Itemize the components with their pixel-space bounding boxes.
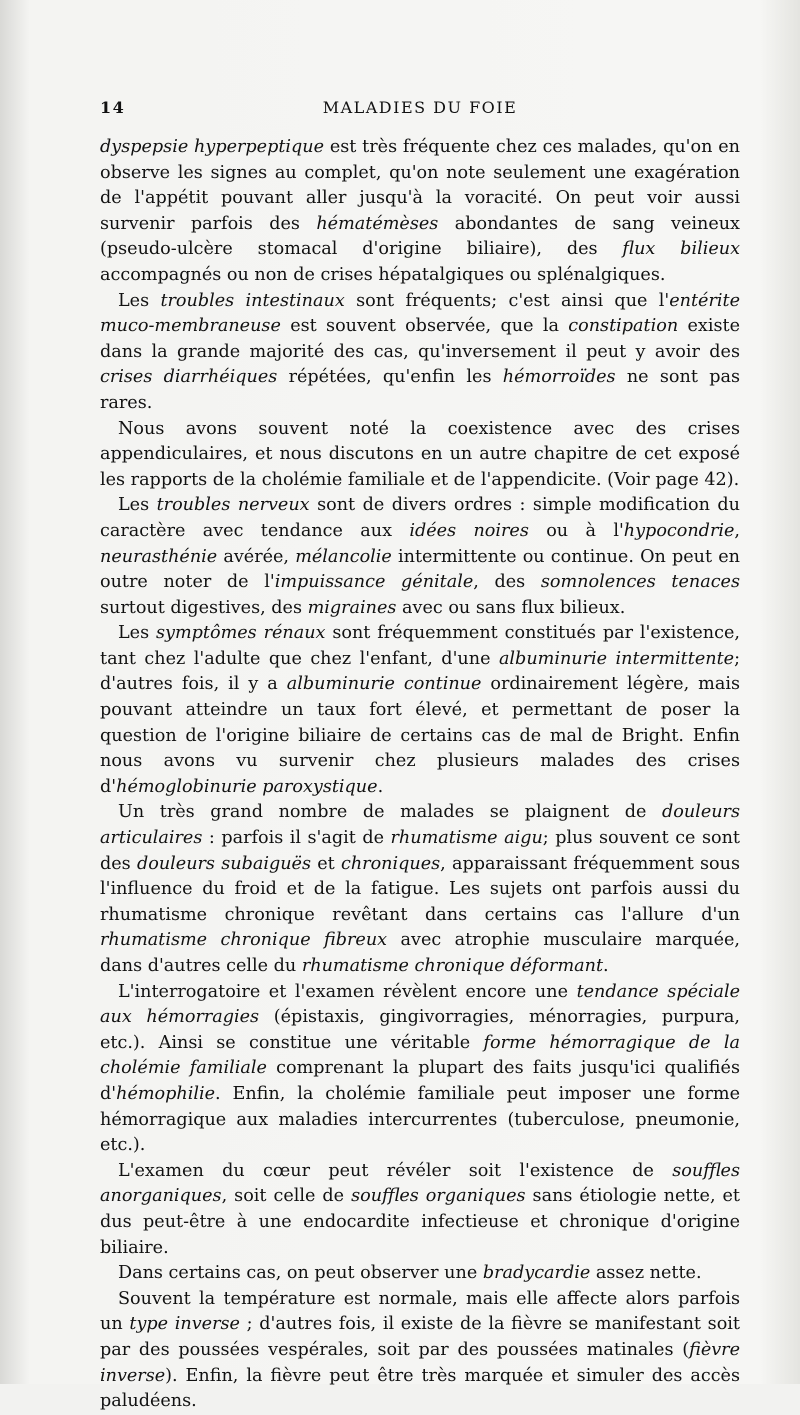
text-run: répétées, qu'enfin les bbox=[277, 367, 503, 388]
text-run: surtout digestives, des bbox=[100, 597, 308, 618]
text-run: Les bbox=[118, 495, 157, 516]
italic-term: troubles intestinaux bbox=[160, 290, 345, 311]
paragraph bbox=[100, 621, 740, 800]
text-run: abondantes de sang veineux (pseudo-ulcère stomacal d'origine biliaire), des bbox=[100, 213, 740, 260]
running-title: MALADIES DU FOIE bbox=[322, 98, 518, 117]
paragraph bbox=[100, 417, 740, 494]
paragraph bbox=[100, 1159, 740, 1261]
italic-term: dyspepsie hyperpeptique bbox=[100, 137, 325, 157]
italic-term: hémorroïdes bbox=[502, 367, 616, 388]
italic-term: douleurs articulaires bbox=[100, 802, 740, 849]
text-run: avec ou sans flux bilieux. bbox=[396, 597, 626, 618]
text-run: ). Enfin, la fièvre peut être très marquée et simuler des accès paludéens. bbox=[100, 1365, 740, 1412]
italic-term: idées noires bbox=[409, 520, 529, 541]
paragraph bbox=[100, 980, 740, 1159]
paragraph bbox=[100, 1261, 740, 1287]
text-run: , bbox=[734, 520, 740, 541]
text-run: . Enfin, la cholémie familiale peut imposer une forme hémorragique aux maladies intercurrentes (tuberculose, pneumonie, etc.). bbox=[100, 1083, 740, 1156]
text-run: Souvent la température est normale, mais elle affecte alors parfois un bbox=[100, 1288, 740, 1335]
italic-term: rhumatisme aigu bbox=[390, 828, 543, 849]
italic-term: forme hémorragique de la cholémie familiale bbox=[100, 1032, 740, 1079]
paragraph bbox=[100, 800, 740, 979]
text-run: ; d'autres fois, il existe de la fièvre se manifestant soit par des poussées vespérales, soit par des poussées matinales ( bbox=[100, 1314, 740, 1360]
text-run: Les bbox=[118, 290, 161, 311]
text-run: Nous avons souvent noté la coexistence avec des crises appendiculaires, et nous discutons en un autre chapitre de cet exposé les rapports de la cholémie familiale et de l'appendicite. (Voir page 42). bbox=[100, 418, 740, 490]
italic-term: tendance spéciale aux hémorragies bbox=[100, 981, 741, 1028]
text-run: assez nette. bbox=[590, 1263, 702, 1284]
italic-term: souffles organiques bbox=[351, 1186, 526, 1207]
italic-term: rhumatisme chronique fibreux bbox=[100, 930, 388, 951]
italic-term: hypocondrie bbox=[623, 520, 735, 541]
paragraph bbox=[100, 135, 740, 289]
italic-term: impuissance génitale bbox=[274, 572, 474, 593]
italic-term: mélancolie bbox=[295, 546, 392, 567]
italic-term: type inverse bbox=[129, 1314, 240, 1335]
text-run: et bbox=[311, 853, 341, 874]
text-run: , des bbox=[473, 572, 541, 593]
text-run: (épistaxis, gingivorragies, ménorragies, purpura, etc.). Ainsi se constitue une véritable bbox=[100, 1007, 740, 1053]
text-run: Un très grand nombre de malades se plaignent de bbox=[118, 802, 662, 823]
paragraph bbox=[100, 289, 740, 417]
text-run: avérée, bbox=[217, 546, 296, 567]
text-run: . bbox=[377, 776, 384, 797]
page-number: 14 bbox=[100, 98, 126, 117]
italic-term: flux bilieux bbox=[622, 239, 740, 260]
italic-term: symptômes rénaux bbox=[156, 623, 326, 644]
text-run: ; d'autres fois, il y a bbox=[100, 648, 740, 695]
text-run: ne sont pas rares. bbox=[100, 367, 740, 413]
italic-term: albuminurie continue bbox=[286, 674, 482, 695]
italic-term: entérite muco-membraneuse bbox=[100, 290, 740, 337]
italic-term: rhumatisme chronique déformant bbox=[301, 956, 604, 976]
running-header bbox=[100, 98, 740, 122]
italic-term: hématémèses bbox=[316, 213, 439, 234]
text-run: ; plus souvent ce sont des bbox=[100, 828, 740, 874]
italic-term: migraines bbox=[307, 597, 397, 618]
text-run: Les bbox=[118, 623, 156, 644]
text-run: est souvent observée, que la bbox=[280, 316, 569, 337]
text-run: sans étiologie nette, et dus peut-être à une endocardite infectieuse et chronique d'origine biliaire. bbox=[100, 1186, 741, 1258]
text-run: sont fréquents; c'est ainsi que l' bbox=[344, 290, 670, 311]
text-run: existe dans la grande majorité des cas, qu'inversement il peut y avoir des bbox=[100, 316, 740, 362]
paragraph bbox=[100, 493, 740, 621]
text-run: accompagnés ou non de crises hépatalgiques ou splénalgiques. bbox=[100, 264, 666, 285]
text-run: sont de divers ordres : simple modification du caractère avec tendance aux bbox=[100, 495, 740, 541]
text-run: ordinairement légère, mais pouvant atteindre un taux fort élevé, et permettant de poser la question de l'origine biliaire de certains cas de mal de Bright. Enfin nous avons vu survenir chez plusieurs malades des crises d' bbox=[100, 674, 740, 797]
italic-term: hémoglobinurie paroxystique bbox=[116, 776, 378, 797]
text-run: , soit celle de bbox=[221, 1186, 352, 1207]
text-run: ou à l' bbox=[528, 520, 624, 541]
text-run: Dans certains cas, on peut observer une bbox=[118, 1263, 483, 1284]
italic-term: douleurs subaiguës bbox=[136, 853, 311, 874]
paragraph bbox=[100, 1287, 740, 1415]
text-run: L'examen du cœur peut révéler soit l'existence de bbox=[118, 1160, 673, 1181]
italic-term: fièvre inverse bbox=[100, 1339, 740, 1386]
italic-term: somnolences tenaces bbox=[540, 572, 740, 593]
italic-term: bradycardie bbox=[482, 1263, 591, 1284]
text-run: , apparaissant fréquemment sous l'influence du froid et de la fatigue. Les sujets ont parfois aussi du rhumatisme chronique revêtant dans certains cas l'allure d'un bbox=[100, 853, 740, 925]
body-text bbox=[100, 135, 740, 1415]
text-run: avec atrophie musculaire marquée, dans d'autres celle du bbox=[100, 930, 740, 976]
italic-term: troubles nerveux bbox=[156, 495, 310, 516]
italic-term: chroniques bbox=[340, 853, 441, 874]
italic-term: crises diarrhéiques bbox=[100, 367, 278, 388]
text-run: est très fréquente chez ces malades, qu'on en observe les signes au complet, qu'on note seulement une exagération de l'appétit pouvant aller jusqu'à la voracité. On peut voir aussi survenir parfois des bbox=[100, 137, 740, 234]
italic-term: hémophilie bbox=[116, 1083, 216, 1104]
text-run: . bbox=[603, 956, 609, 976]
italic-term: albuminurie intermittente bbox=[498, 648, 735, 669]
text-run: intermittente ou continue. On peut en outre noter de l' bbox=[100, 546, 740, 593]
text-run: comprenant la plupart des faits jusqu'ici qualifiés d' bbox=[100, 1058, 740, 1104]
text-run: sont fréquemment constitués par l'existence, tant chez l'adulte que chez l'enfant, d'une bbox=[100, 623, 740, 669]
text-run: : parfois il s'agit de bbox=[202, 828, 391, 849]
italic-term: constipation bbox=[568, 316, 679, 337]
italic-term: souffles anorganiques bbox=[100, 1160, 740, 1207]
text-run: L'interrogatoire et l'examen révèlent encore une bbox=[118, 981, 577, 1002]
italic-term: neurasthénie bbox=[100, 546, 218, 567]
